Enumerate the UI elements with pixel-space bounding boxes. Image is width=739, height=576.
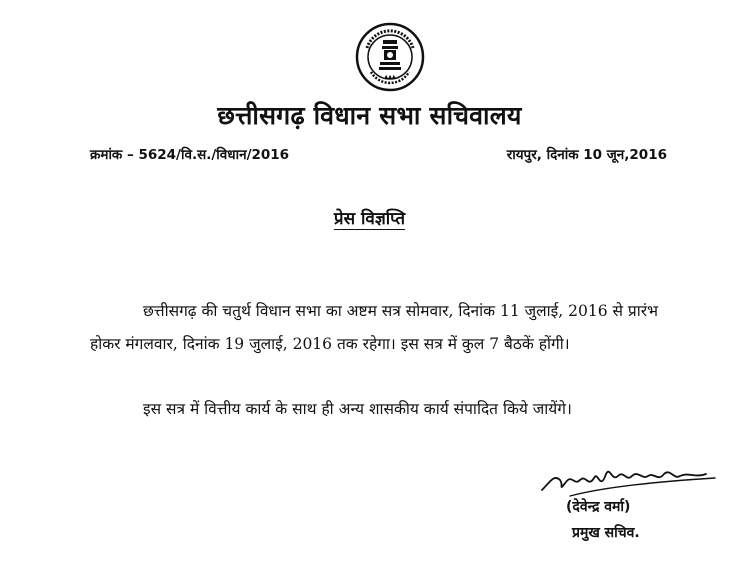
place-and-date: रायपुर, दिनांक 10 जून,2016 [506,147,667,163]
paragraph-1-line-1: छत्तीसगढ़ की चतुर्थ विधान सभा का अष्टम सत्र सोमवार, दिनांक 11 जुलाई, 2016 से प्रारंभ [143,302,658,320]
official-seal-icon [355,22,425,92]
reference-number: क्रमांक – 5624/वि.स./विधान/2016 [90,147,290,163]
paragraph-1-line-2: होकर मंगलवार, दिनांक 19 जुलाई, 2016 तक रहेगा। इस सत्र में कुल 7 बैठकें होंगी। [90,335,570,353]
signatory-name: (देवेन्द्र वर्मा) [566,499,631,515]
paragraph-2: इस सत्र में वित्तीय कार्य के साथ ही अन्य शासकीय कार्य संपादित किये जायेंगे। [143,400,572,418]
notice-heading-text: प्रेस विज्ञप्ति [333,209,406,229]
svg-text:▲▲▲: ▲▲▲ [384,74,396,80]
signatory-designation: प्रमुख सचिव. [572,525,640,541]
notice-heading [0,206,739,229]
handwritten-signature-icon [540,452,720,502]
page-title: छत्तीसगढ़ विधान सभा सचिवालय [217,101,522,130]
